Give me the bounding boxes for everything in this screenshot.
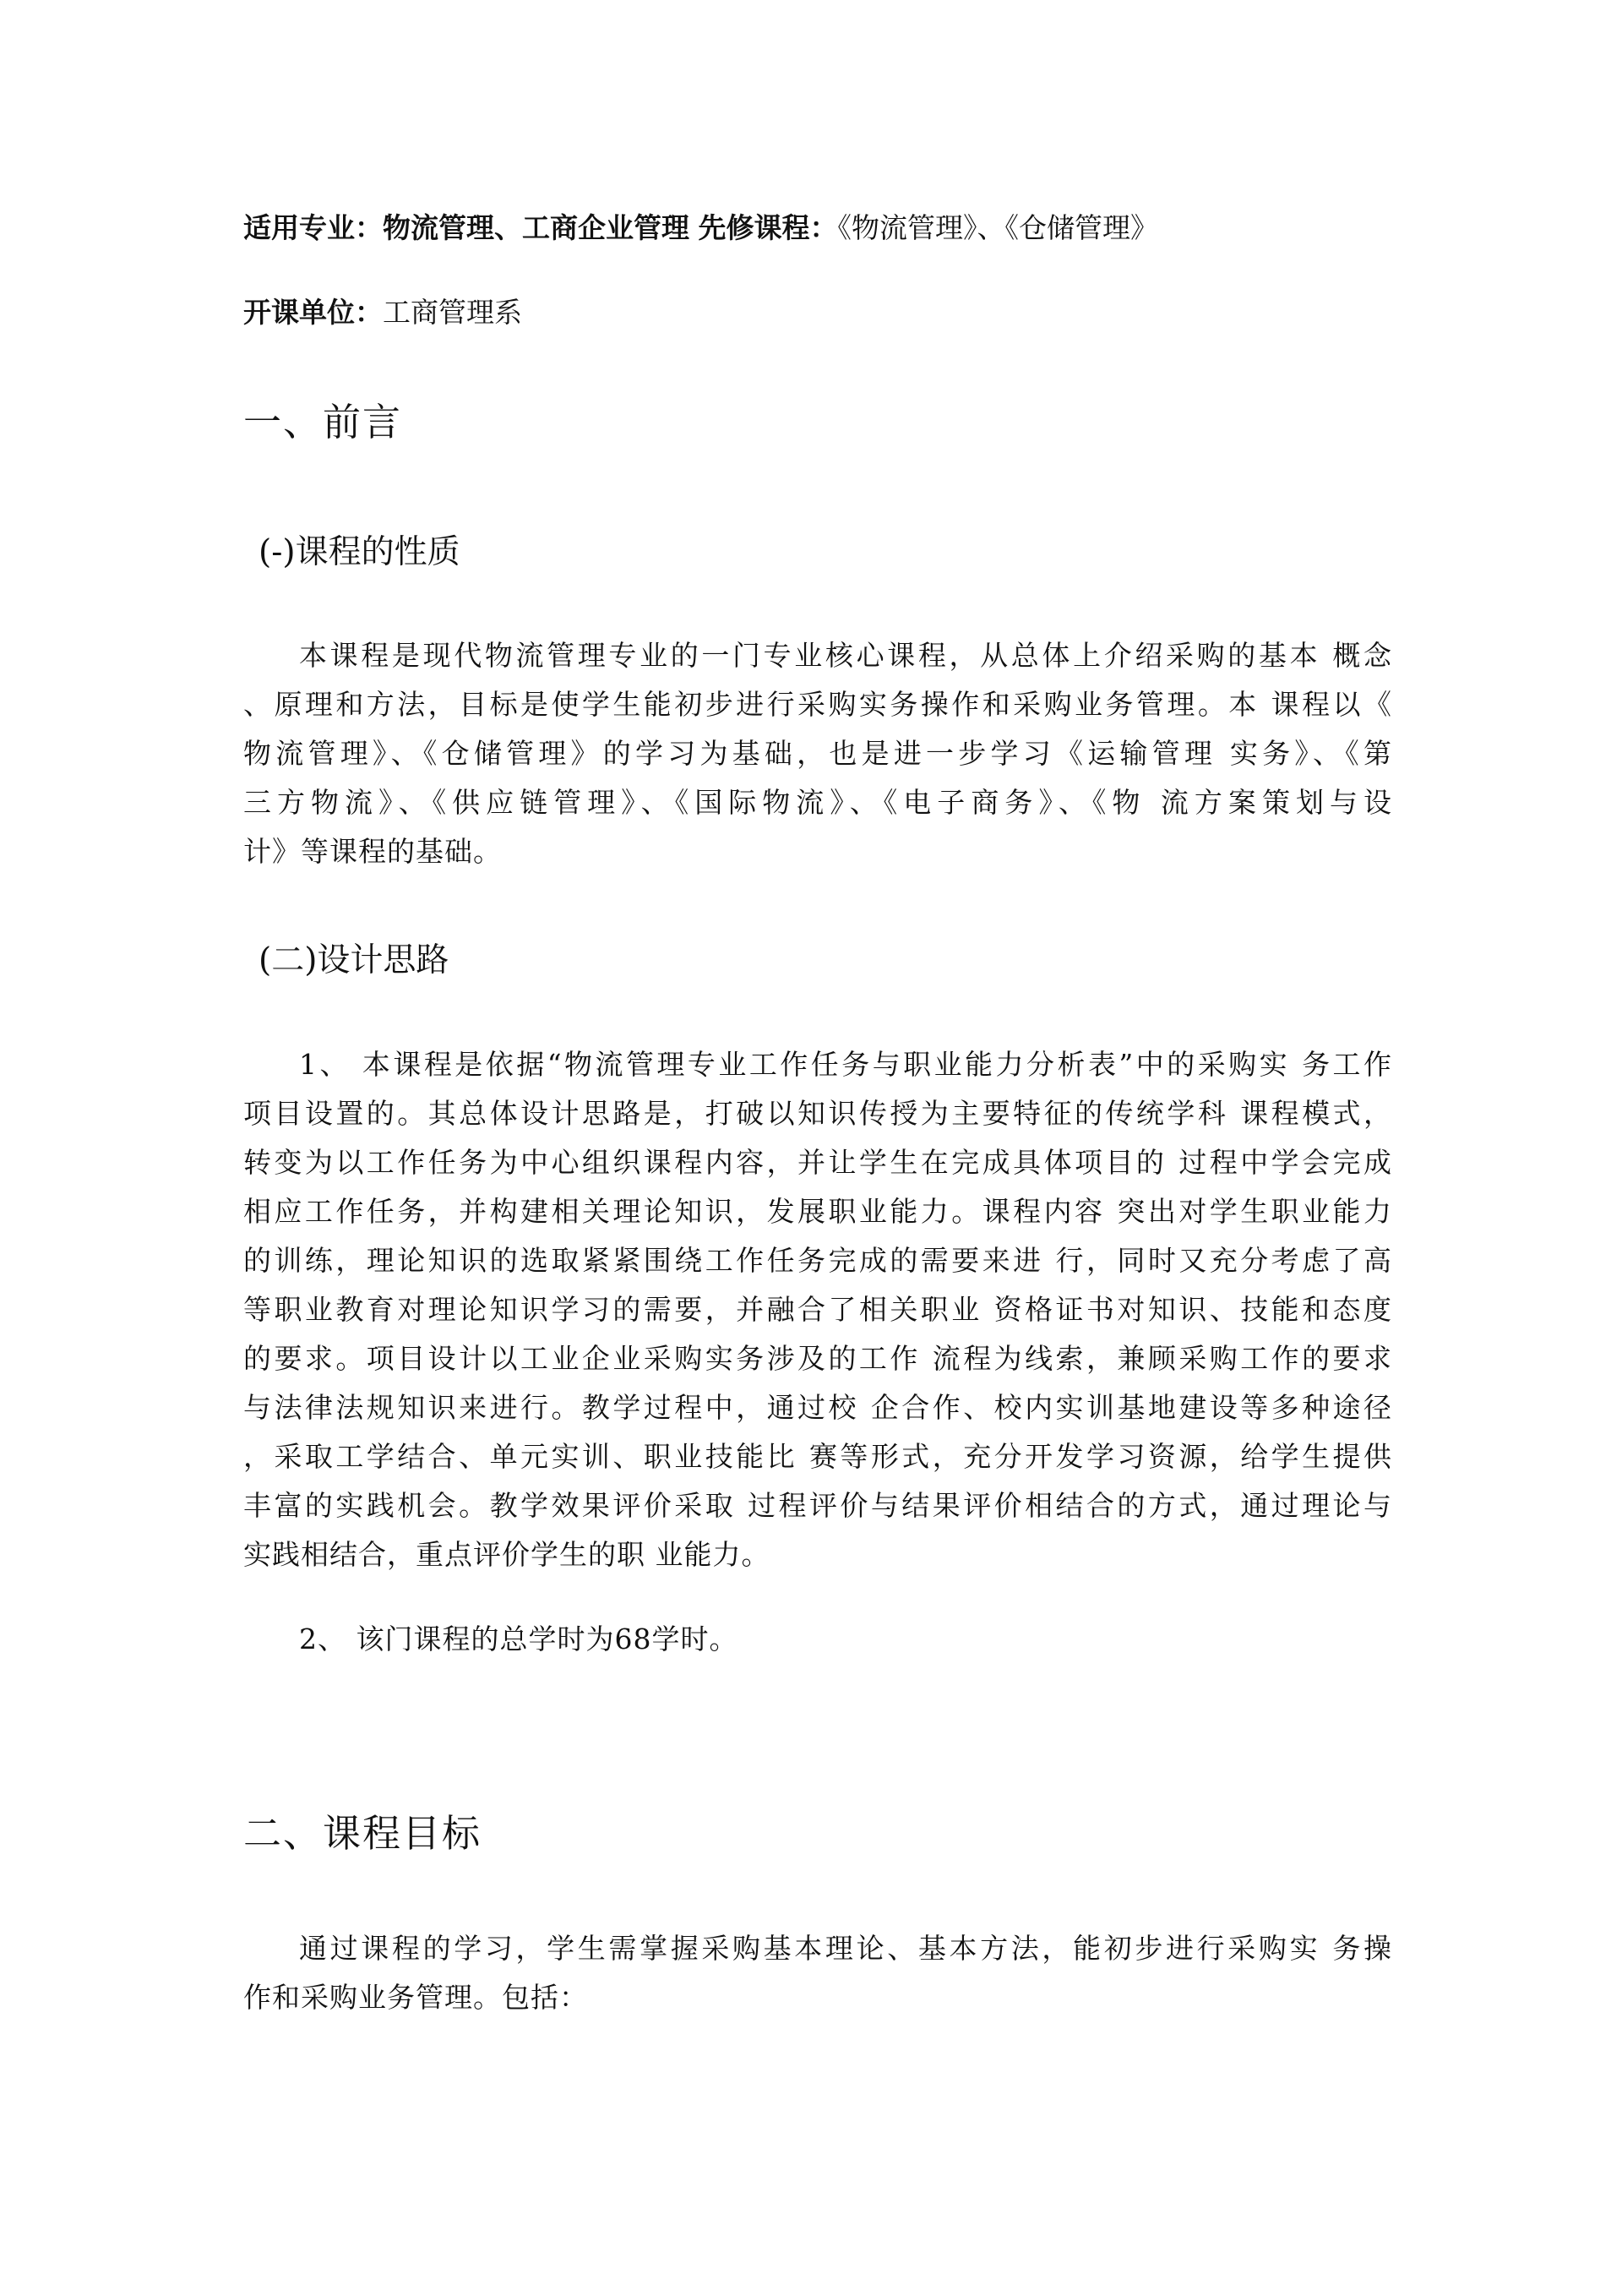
paragraph-line: 实践相结合，重点评价学生的职 业能力。 xyxy=(243,1538,770,1571)
paragraph-line: 本课程是现代物流管理专业的一门专业核心课程，从总体上介绍采购的基本 概念 xyxy=(299,639,1392,672)
paragraph-line: 通过课程的学习，学生需掌握采购基本理论、基本方法，能初步进行采购实 务操 xyxy=(299,1932,1392,1965)
paragraph-line: 与法律法规知识来进行。教学过程中，通过校 企合作、校内实训基地建设等多种途径 xyxy=(243,1391,1392,1424)
section2-title: 二、课程目标 xyxy=(243,1811,482,1856)
paragraph-line: 计》等课程的基础。 xyxy=(243,835,502,868)
paragraph-line: 转变为以工作任务为中心组织课程内容，并让学生在完成具体项目的 过程中学会完成 xyxy=(243,1146,1392,1179)
sub1-paragraph xyxy=(243,631,1392,876)
paragraph-line: 等职业教育对理论知识学习的需要，并融合了相关职业 资格证书对知识、技能和态度 xyxy=(243,1293,1392,1326)
sub2-item2: 2、 该门课程的总学时为68学时。 xyxy=(299,1622,738,1655)
major-label: 适用专业： xyxy=(243,211,383,244)
paragraph-line: 的要求。项目设计以工业企业采购实务涉及的工作 流程为线索，兼顾采购工作的要求 xyxy=(243,1342,1392,1375)
paragraph-line: 作和采购业务管理。包括： xyxy=(243,1981,588,2014)
paragraph-line: 物流管理》、《仓储管理》的学习为基础，也是进一步学习《运输管理 实务》、《第 xyxy=(243,737,1392,770)
section1-title: 一、前言 xyxy=(243,400,403,444)
paragraph-line: 1、 本课程是依据“物流管理专业工作任务与职业能力分析表”中的采购实 务工作 xyxy=(299,1048,1392,1081)
sub1-title: (-)课程的性质 xyxy=(259,533,460,571)
paragraph-line: ，采取工学结合、单元实训、职业技能比 赛等形式，充分开发学习资源，给学生提供 xyxy=(243,1440,1392,1473)
prereq-value: 《物流管理》、《仓储管理》 xyxy=(837,211,1158,244)
paragraph-line: 的训练，理论知识的选取紧紧围绕工作任务完成的需要来进 行，同时又充分考虑了高 xyxy=(243,1244,1392,1277)
meta-unit xyxy=(243,296,522,330)
prereq-label: 先修课程： xyxy=(698,211,838,244)
paragraph-line: 、原理和方法，目标是使学生能初步进行采购实务操作和采购业务管理。本 课程以《 xyxy=(243,688,1392,721)
unit-label: 开课单位： xyxy=(243,296,383,329)
paragraph-line: 三方物流》、《供应链管理》、《国际物流》、《电子商务》、《物 流方案策划与设 xyxy=(243,786,1392,819)
paragraph-line: 项目设置的。其总体设计思路是，打破以知识传授为主要特征的传统学科 课程模式， xyxy=(243,1097,1392,1130)
sub2-paragraph xyxy=(243,1040,1392,1579)
paragraph-line: 相应工作任务，并构建相关理论知识，发展职业能力。课程内容 突出对学生职业能力 xyxy=(243,1195,1392,1228)
meta-major-prereq xyxy=(243,211,1158,245)
unit-value: 工商管理系 xyxy=(383,296,522,329)
sub2-title: (二)设计思路 xyxy=(259,941,449,979)
paragraph-line: 丰富的实践机会。教学效果评价采取 过程评价与结果评价相结合的方式，通过理论与 xyxy=(243,1489,1392,1522)
major-value: 物流管理、工商企业管理 xyxy=(383,211,689,244)
section2-paragraph xyxy=(243,1924,1392,2022)
